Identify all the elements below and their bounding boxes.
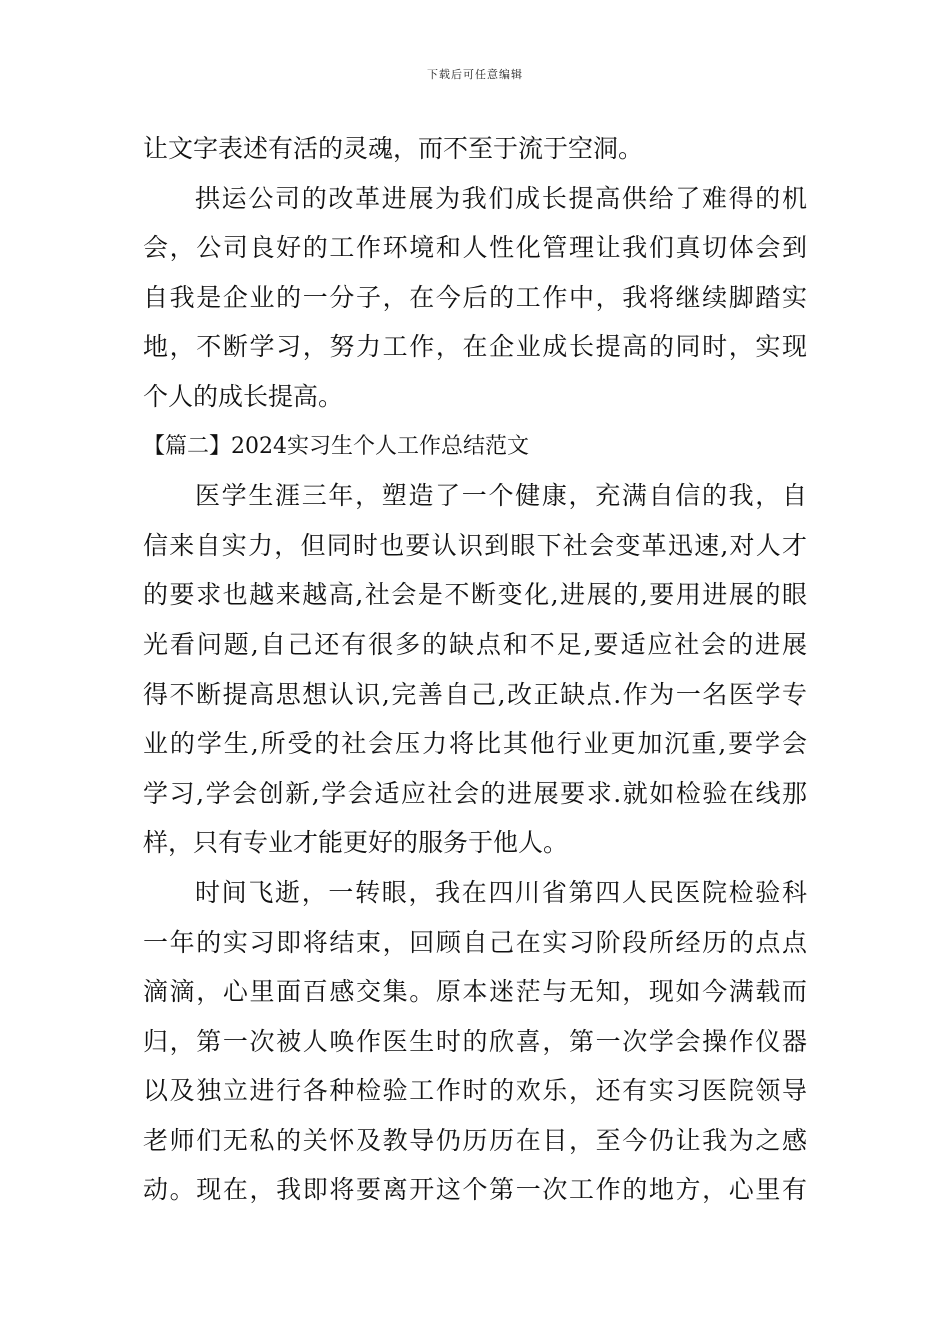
text-line: 光看问题,自己还有很多的缺点和不足,要适应社会的进展	[143, 629, 807, 659]
text-line: 老师们无私的关怀及教导仍历历在目，至今仍让我为之感	[143, 1125, 807, 1155]
text-line: 归，第一次被人唤作医生时的欣喜，第一次学会操作仪器	[143, 1026, 807, 1056]
text-line: 业的学生,所受的社会压力将比其他行业更加沉重,要学会	[143, 729, 807, 759]
paragraph-start-line: 时间飞逝，一转眼，我在四川省第四人民医院检验科	[195, 877, 807, 907]
document-body	[143, 124, 807, 1215]
text-line: 样，只有专业才能更好的服务于他人。	[143, 828, 569, 858]
text-line: 以及独立进行各种检验工作时的欢乐，还有实习医院领导	[143, 1076, 807, 1106]
text-line: 得不断提高思想认识,完善自己,改正缺点.作为一名医学专	[143, 679, 807, 709]
text-line: 滴滴，心里面百感交集。原本迷茫与无知，现如今满载而	[143, 977, 807, 1007]
text-line: 的要求也越来越高,社会是不断变化,进展的,要用进展的眼	[143, 580, 807, 610]
paragraph-start-line: 医学生涯三年，塑造了一个健康，充满自信的我，自	[195, 481, 807, 511]
text-line: 一年的实习即将结束，回顾自己在实习阶段所经历的点点	[143, 927, 807, 957]
text-line: 地，不断学习，努力工作，在企业成长提高的同时，实现	[143, 332, 807, 362]
paragraph-start-line: 拱运公司的改革进展为我们成长提高供给了难得的机	[195, 183, 807, 213]
text-line: 动。现在，我即将要离开这个第一次工作的地方，心里有	[143, 1175, 807, 1205]
text-line: 学习,学会创新,学会适应社会的进展要求.就如检验在线那	[143, 778, 807, 808]
text-line: 自我是企业的一分子，在今后的工作中，我将继续脚踏实	[143, 282, 807, 312]
text-line: 个人的成长提高。	[143, 381, 344, 411]
section-heading: 【篇二】2024实习生个人工作总结范文	[143, 433, 529, 459]
text-line: 让文字表述有活的灵魂，而不至于流于空洞。	[143, 134, 644, 163]
text-line: 信来自实力，但同时也要认识到眼下社会变革迅速,对人才	[143, 530, 807, 560]
text-line: 会，公司良好的工作环境和人性化管理让我们真切体会到	[143, 233, 807, 263]
page-header: 下载后可任意编辑	[427, 68, 523, 81]
